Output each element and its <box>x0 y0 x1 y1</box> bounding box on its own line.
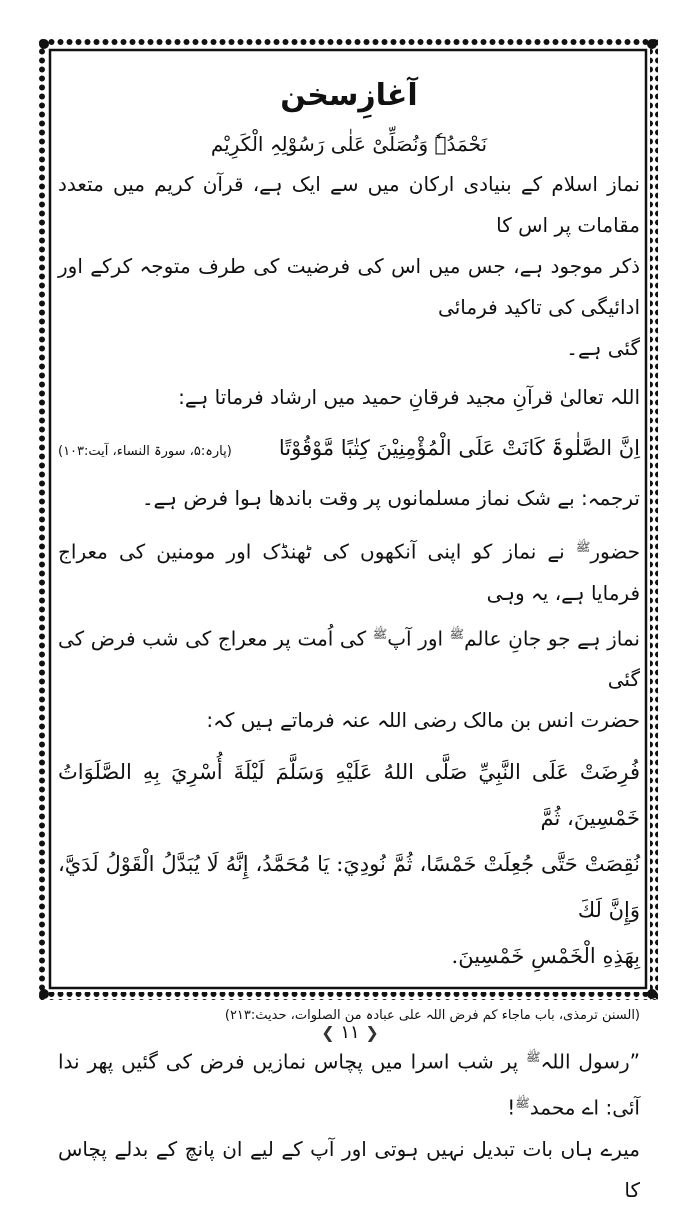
quran-ayah: اِنَّ الصَّلٰوۃَ کَانَتْ عَلَی الْمُؤْمِنِیْنَ کِتٰبًا مَّوْقُوْتًا <box>278 436 640 460</box>
ornament-left-icon: ❮ <box>321 1023 335 1042</box>
salawat-glyph: ﷺ <box>575 540 591 554</box>
text-segment: ! <box>507 1095 516 1120</box>
salawat-glyph: ﷺ <box>449 626 465 641</box>
salawat-glyph: ﷺ <box>515 1095 530 1110</box>
text-segment: نماز ہے جو جانِ عالم <box>464 626 641 651</box>
page-number: ۱۱ <box>340 1022 360 1043</box>
quote-line-2: میرے ہاں بات تبدیل نہیں ہوتی اور آپ کے لیے ان پانچ کے بدلے پچاس کا <box>58 1136 640 1202</box>
hadith-line-2: نُقِصَتْ حَتَّى جُعِلَتْ خَمْسًا، ثُمَّ نُودِيَ: يَا مُحَمَّدُ، إِنَّهُ لَا يُبَدَّلُ الْقَوْلُ لَدَيَّ، وَإِنَّ لَكَ <box>58 852 640 923</box>
page-number-footer <box>0 1018 700 1048</box>
text-segment: اور آپ <box>387 626 444 651</box>
opening-invocation: نَحْمَدُہٗ وَنُصَلِّیْ عَلٰی رَسُوْلِہِ الْکَرِیْم <box>210 132 488 156</box>
ayah-row <box>58 426 640 470</box>
hadith-line-1: فُرِضَتْ عَلَى النَّبِيِّ صَلَّى اللهُ عَلَيْهِ وَسَلَّمَ لَيْلَةَ أُسْرِيَ بِهِ الصَّلَوَاتُ خَمْسِينَ، ثُمَّ <box>58 760 640 831</box>
text-segment: نے نماز کو اپنی آنکھوں کی ٹھنڈک اور مومنین کی معراج فرمایا ہے، یہ وہی <box>58 539 640 605</box>
anas-intro-line: حضرت انس بن مالک رضی اللہ عنہ فرماتے ہیں کہ: <box>206 708 640 733</box>
salawat-glyph: ﷺ <box>526 1050 541 1065</box>
text-segment: پر شب اسرا میں پچاس نمازیں فرض کی گئیں پھر ندا آئی: اے محمد <box>58 1049 640 1120</box>
intro-line-3: گئی ہے۔ <box>566 336 640 360</box>
text-segment: ”رسول اللہ <box>540 1049 640 1074</box>
allah-says-line: اللہ تعالیٰ قرآنِ مجید فرقانِ حمید میں ارشاد فرماتا ہے: <box>178 385 640 409</box>
intro-line-1: نماز اسلام کے بنیادی ارکان میں سے ایک ہے، قرآن کریم میں متعدد مقامات پر اس کا <box>58 172 640 237</box>
para2-line-1 <box>58 527 640 614</box>
ayah-reference: (پارہ:۵، سورۃ النساء، آیت:۱۰۳) <box>58 444 232 459</box>
para2-line-2 <box>58 614 640 701</box>
hadith-line-3: بِهَذِهِ الْخَمْسِ خَمْسِينَ. <box>451 944 640 969</box>
ornament-right-icon: ❯ <box>365 1023 379 1042</box>
salawat-glyph: ﷺ <box>372 626 388 641</box>
translation-line: ترجمہ: بے شک نماز مسلمانوں پر وقت باندھا ہوا فرض ہے۔ <box>141 486 640 510</box>
page-title: آغازِسخن <box>280 78 418 113</box>
text-segment: کی اُمت پر معراج کی شب فرض کی گئی <box>58 626 640 692</box>
quote-line-1 <box>58 1037 640 1128</box>
text-segment: حضور <box>590 539 641 564</box>
intro-line-2: ذکر موجود ہے، جس میں اس کی فرضیت کی طرف متوجہ کرکے اور ادائیگی کی تاکید فرمائی <box>58 254 640 319</box>
hadith-source: (السنن ترمذی، باب ماجاء کم فرض اللہ علی عبادہ من الصلوات، حدیث:۲۱۳) <box>224 1008 640 1024</box>
